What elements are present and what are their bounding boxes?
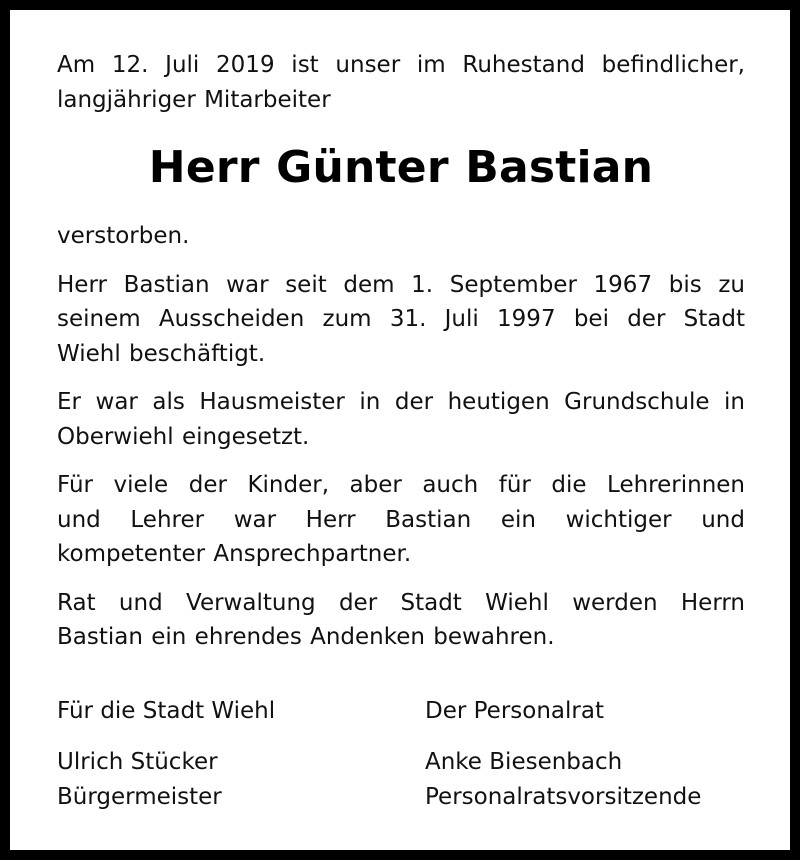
- employment-line-2: seinem Ausscheiden zum 31. Juli 1997 bei der Stadt: [57, 306, 745, 332]
- right-person-name: Anke Biesenbach: [425, 749, 623, 775]
- role-paragraph: [57, 385, 745, 454]
- right-person-role: Personalratsvorsitzende: [425, 783, 702, 810]
- right-signatory: [425, 745, 701, 814]
- employment-line-1: Herr Bastian war seit dem 1. September 1967 bis zu: [57, 271, 745, 298]
- role-line-1: Er war als Hausmeister in der heutigen Grundschule in: [57, 389, 745, 415]
- role-line-2: Oberwiehl eingesetzt.: [57, 423, 310, 450]
- signature-organizations: [57, 694, 745, 729]
- deceased-name: Herr Günter Bastian: [148, 142, 654, 193]
- intro-line-2: langjähriger Mitarbeiter: [57, 86, 331, 113]
- right-organization: Der Personalrat: [425, 698, 604, 724]
- verstorben-text: verstorben.: [57, 223, 190, 249]
- remembrance-line-2: Bastian ein ehrendes Andenken bewahren.: [57, 624, 555, 650]
- left-person-name: Ulrich Stücker: [57, 749, 218, 775]
- intro-text: [57, 48, 745, 117]
- obituary-notice: [57, 48, 745, 669]
- left-person-role: Bürgermeister: [57, 783, 222, 810]
- remembrance-paragraph: [57, 586, 745, 655]
- employment-paragraph: [57, 268, 745, 372]
- tribute-paragraph: [57, 468, 745, 572]
- left-signatory: [57, 745, 222, 814]
- remembrance-line-1: Rat und Verwaltung der Stadt Wiehl werden Herrn: [57, 589, 745, 616]
- intro-line-1: Am 12. Juli 2019 ist unser im Ruhestand befindlicher,: [57, 52, 745, 78]
- tribute-line-3: kompetenter Ansprechpartner.: [57, 541, 412, 567]
- tribute-line-1: Für viele der Kinder, aber auch für die Lehrerinnen: [57, 472, 745, 498]
- signature-persons: [57, 745, 745, 815]
- left-organization: Für die Stadt Wiehl: [57, 698, 276, 724]
- tribute-line-2: und Lehrer war Herr Bastian ein wichtiger und: [57, 506, 745, 533]
- employment-line-3: Wiehl beschäftigt.: [57, 340, 266, 367]
